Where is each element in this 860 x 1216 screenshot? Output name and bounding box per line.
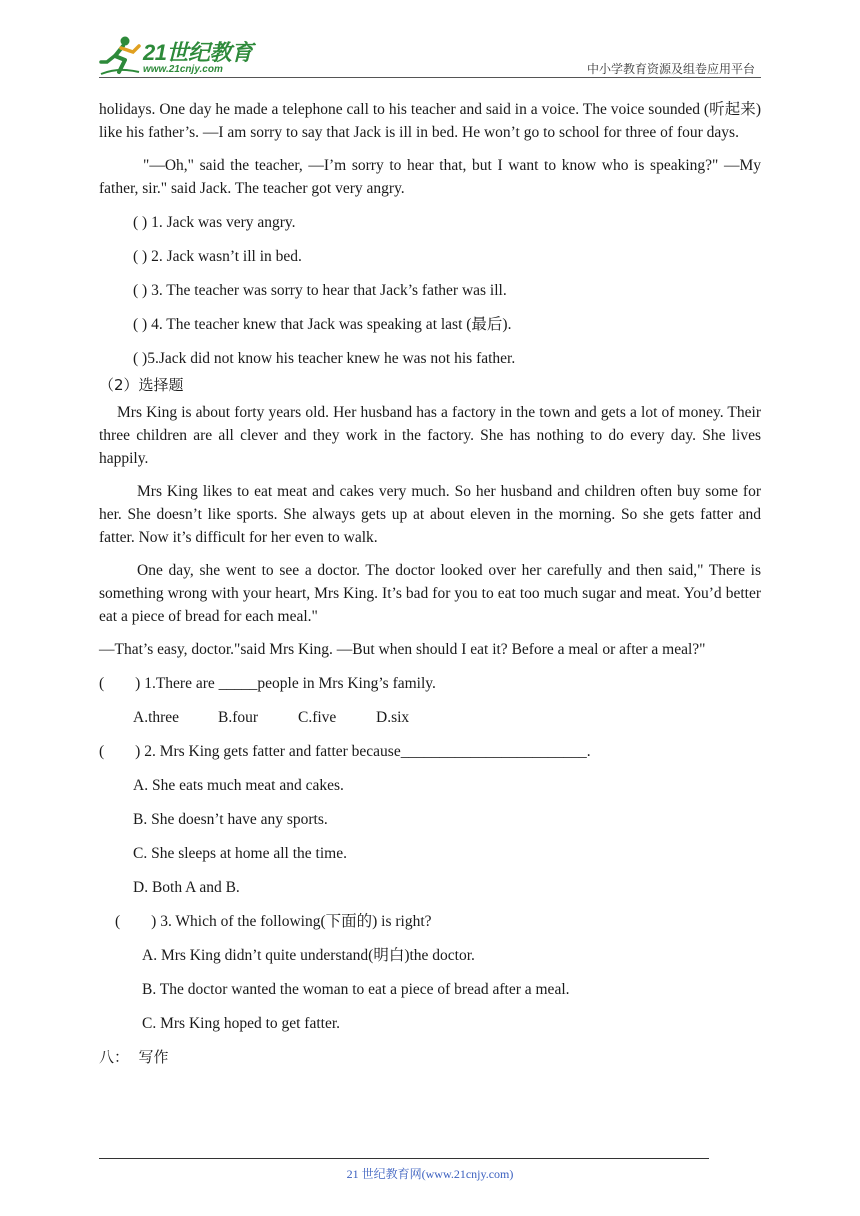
- logo-url: www.21cnjy.com: [143, 64, 223, 75]
- page-footer: 21 世纪教育网(www.21cnjy.com): [346, 1167, 514, 1181]
- tf-question: ( ) 2. Jack wasn’t ill in bed.: [133, 248, 302, 265]
- logo-text: 21世纪教育: [143, 40, 253, 65]
- passage1-paragraph: holidays. One day he made a telephone call to his teacher and said in a voice. The voice sounded (听起来) like his father’s. ―I am sorry to say that Jack is ill in bed. He won’t go to school for three of four days.: [99, 101, 761, 141]
- footer-divider: [99, 1158, 709, 1159]
- passage2-paragraph: One day, she went to see a doctor. The doctor looked over her carefully and then said," There is something wrong with your heart, Mrs King. It’s bad for you to eat too much sugar and meat. You’d better eat a piece of bread for each meal.": [99, 562, 761, 625]
- mc-option: B. The doctor wanted the woman to eat a piece of bread after a meal.: [142, 981, 570, 998]
- tf-question: ( ) 3. The teacher was sorry to hear that Jack’s father was ill.: [133, 282, 507, 299]
- mc-question: ( ) 1.There are _____people in Mrs King’s family.: [99, 675, 436, 692]
- mc-question: ( ) 3. Which of the following(下面的) is right?: [115, 913, 432, 930]
- mc-option: C. She sleeps at home all the time.: [133, 845, 347, 862]
- passage2-paragraph: ―That’s easy, doctor."said Mrs King. ―But when should I eat it? Before a meal or after a meal?": [99, 641, 706, 658]
- passage2-paragraph: Mrs King is about forty years old. Her husband has a factory in the town and gets a lot of money. Their three children are all clever and they work in the factory. She has nothing to do every day. She lives happily.: [99, 404, 761, 467]
- mc-option: B.four: [218, 709, 259, 726]
- mc-option: D.six: [376, 709, 410, 726]
- tf-question: ( ) 1. Jack was very angry.: [133, 214, 296, 231]
- mc-options-row: [133, 706, 761, 729]
- header-divider: [99, 77, 761, 78]
- tf-question: ( )5.Jack did not know his teacher knew he was not his father.: [133, 350, 516, 367]
- document-body: [99, 98, 761, 1069]
- passage2-paragraph: Mrs King likes to eat meat and cakes very much. So her husband and children often buy some for her. She doesn’t like sports. She always gets up at about eleven in the morning. So she gets fatter and fatter. Now it’s difficult for her even to walk.: [99, 483, 761, 546]
- mc-question: ( ) 2. Mrs King gets fatter and fatter because________________________.: [99, 743, 591, 760]
- mc-option: C.five: [298, 709, 337, 726]
- section-heading: （2）选择题: [99, 376, 184, 394]
- mc-option: B. She doesn’t have any sports.: [133, 811, 328, 828]
- mc-option: D. Both A and B.: [133, 879, 240, 896]
- platform-label: 中小学教育资源及组卷应用平台: [586, 62, 755, 76]
- section-heading: 八： 写作: [99, 1048, 169, 1066]
- passage1-paragraph: "―Oh," said the teacher, ―I’m sorry to hear that, but I want to know who is speaking?" ―My father, sir." said Jack. The teacher got very angry.: [99, 157, 761, 197]
- mc-option: A. Mrs King didn’t quite understand(明白)the doctor.: [142, 947, 475, 964]
- runner-logo-icon: [99, 34, 141, 78]
- mc-option: A. She eats much meat and cakes.: [133, 777, 344, 794]
- mc-option: A.three: [133, 709, 180, 726]
- mc-option: C. Mrs King hoped to get fatter.: [142, 1015, 341, 1032]
- page-header: [99, 30, 761, 80]
- tf-question: ( ) 4. The teacher knew that Jack was speaking at last (最后).: [133, 316, 512, 333]
- site-logo: [99, 34, 269, 78]
